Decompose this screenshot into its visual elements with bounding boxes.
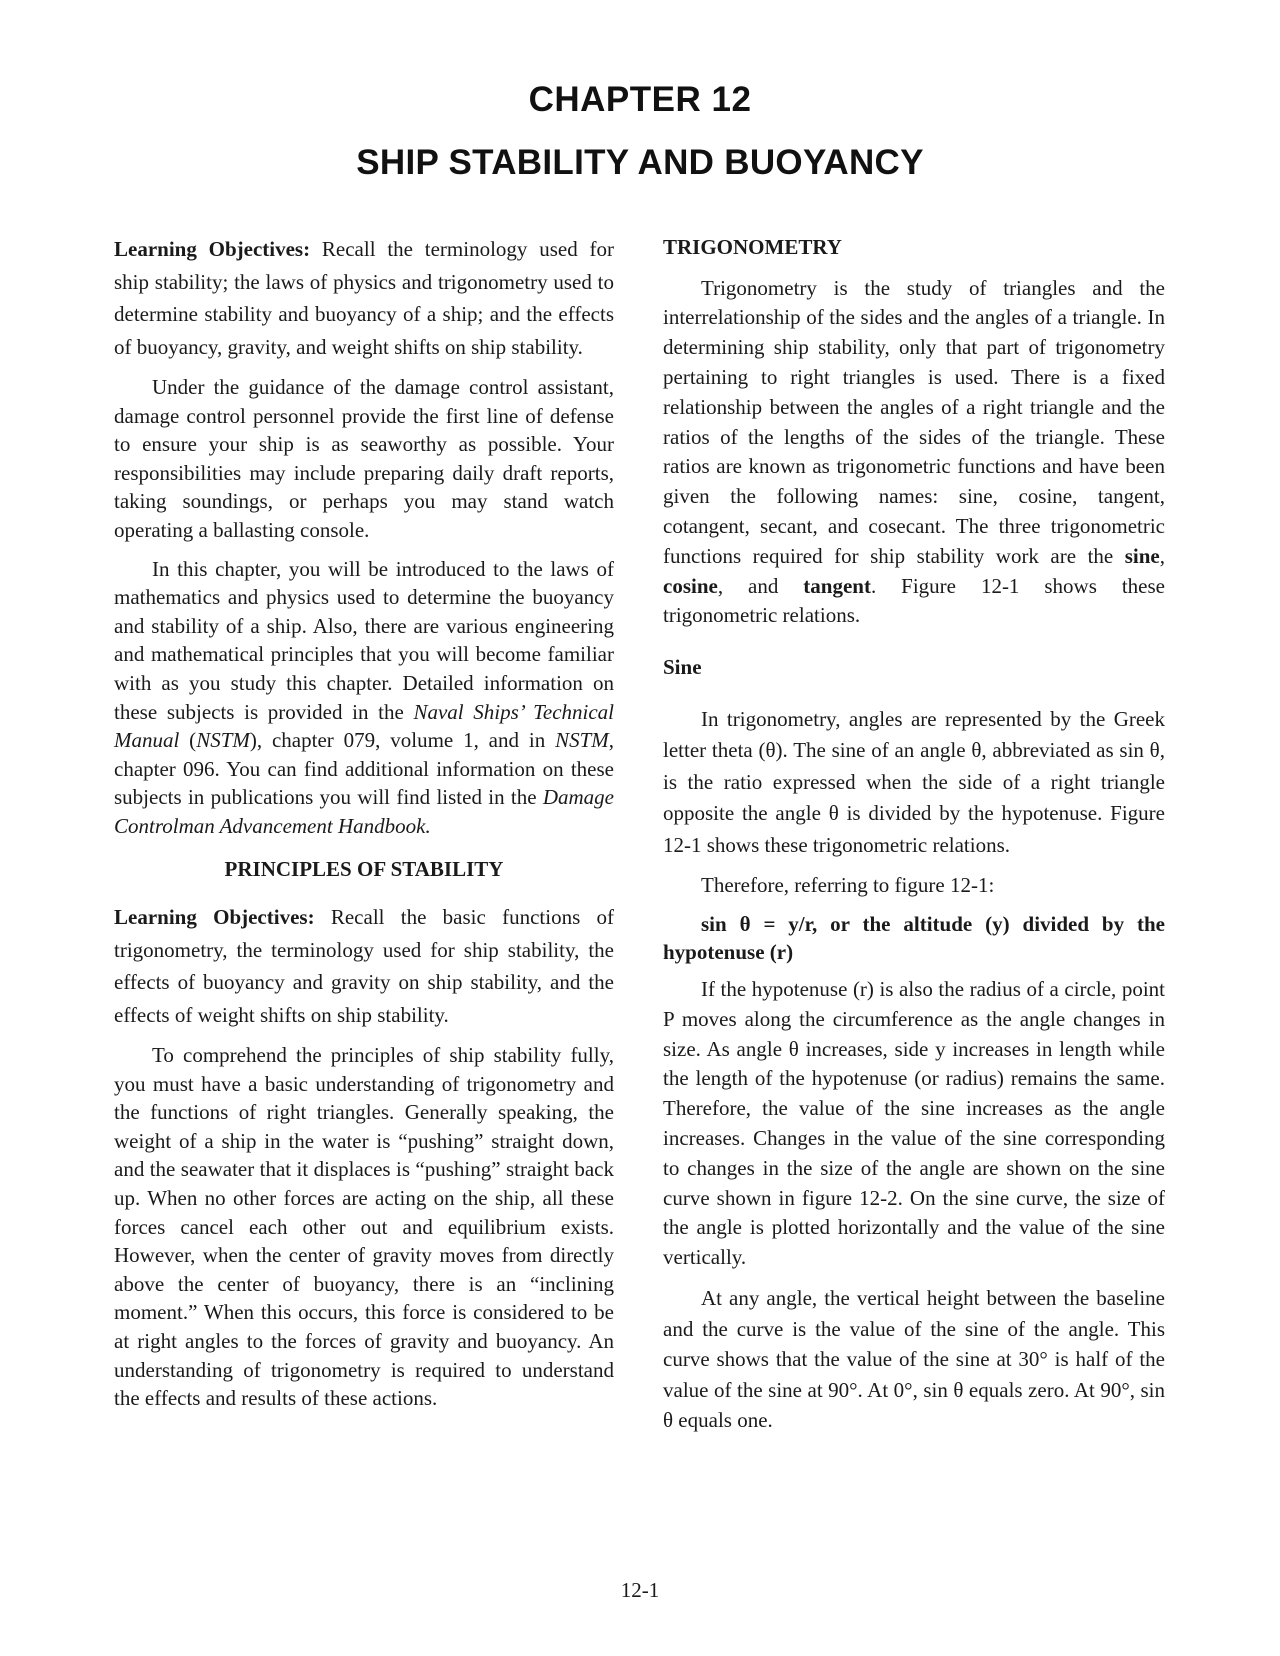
objectives-text: Recall the terminology used for ship stability; the laws of physics and trigonometry used to determine stability and buoyancy of a ship; and the effects of buoyancy, gravity, and weight shifts on ship stability. xyxy=(114,237,614,359)
chapter-title: SHIP STABILITY AND BUOYANCY xyxy=(356,143,924,182)
sine-curve-paragraph: At any angle, the vertical height between the baseline and the curve is the value of the sine of the angle. This curve shows that the value of the sine at 30° is half of the value of the sine at 90°. At 0°, sin θ equals zero. At 90°, sin θ equals one. xyxy=(663,1286,1165,1432)
sine-subheading: Sine xyxy=(663,655,702,680)
term-cosine: cosine xyxy=(663,573,718,598)
term-sine: sine xyxy=(1124,543,1160,568)
text-run: ), chapter 079, volume 1, and in xyxy=(249,728,556,753)
intro-learning-objectives xyxy=(114,233,614,363)
text-run: , chapter 096. You can find additional information on these subjects in publications you will find listed in the xyxy=(114,728,614,810)
intro-paragraph-1: Under the guidance of the damage control assistant, damage control personnel provide the first line of defense to ensure your ship is as seaworthy as possible. Your responsibilities may include preparing daily draft reports, taking soundings, or perhaps you may stand watch operating a ballasting console. xyxy=(114,375,614,542)
reference-abbrev: NSTM xyxy=(196,728,250,753)
objectives-label: Learning Objectives: xyxy=(114,237,311,261)
figure-reference-paragraph: Therefore, referring to figure 12-1: xyxy=(701,873,995,898)
objectives-text: Recall the basic functions of trigonometry, the terminology used for ship stability, the effects of buoyancy and gravity on ship stability, and the effects of weight shifts on ship stability. xyxy=(114,905,614,1027)
sine-formula: sin θ = y/r, or the altitude (y) divided by the hypotenuse (r) xyxy=(663,911,1165,965)
objectives-label: Learning Objectives: xyxy=(114,905,315,930)
text-run: In this chapter, you will be introduced to the laws of mathematics and physics used to determine the buoyancy and stability of a ship. Also, there are various engineering and mathematical principles that you will become familiar with as you study this chapter. Detailed information on these subjects is provided in the xyxy=(114,556,614,724)
left-column xyxy=(114,233,614,1423)
hypotenuse-paragraph: If the hypotenuse (r) is also the radius of a circle, point P moves along the circumference as the angle changes in size. As angle θ increases, side y increases in length while the length of the hypotenuse (or radius) remains the same. Therefore, the value of the sine increases as the angle increases. Changes in the value of the sine corresponding to changes in the size of the angle are shown on the sine curve shown in figure 12-2. On the sine curve, the size of the angle is plotted horizontally and the value of the sine vertically. xyxy=(663,977,1165,1270)
term-tangent: tangent xyxy=(803,573,871,598)
text-run: , and xyxy=(717,573,804,598)
page-number: 12-1 xyxy=(620,1578,660,1602)
stability-paragraph: To comprehend the principles of ship stability fully, you must have a basic understanding of trigonometry and the functions of right triangles. Generally speaking, the weight of a ship in the water is “pushing” straight down, and the seawater that it displaces is “pushing” straight back up. When no other forces are acting on the ship, all these forces cancel each other out and equilibrium exists. However, when the center of gravity moves from directly above the center of buoyancy, there is an “inclining moment.” When this occurs, this force is considered to be at right angles to the forces of gravity and buoyancy. An understanding of trigonometry is required to understand the effects and results of these actions. xyxy=(114,1043,614,1411)
reference-title: Naval Ships’ Technical Manual xyxy=(114,699,615,753)
text-run: Trigonometry is the study of triangles and the interrelationship of the sides and the angles of a triangle. In determining ship stability, only that part of trigonometry pertaining to right triangles is used. There is a fixed relationship between the angles of a right triangle and the ratios of the lengths of the sides of the triangle. These ratios are known as trigonometric functions and have been given the following names: sine, cosine, tangent, cotangent, secant, and cosecant. The three trigonometric functions required for ship stability work are the xyxy=(663,275,1165,568)
trigonometry-heading: TRIGONOMETRY xyxy=(663,235,842,259)
trigonometry-paragraph xyxy=(663,274,1165,632)
intro-paragraph-2 xyxy=(114,555,614,841)
chapter-number: CHAPTER 12 xyxy=(528,80,752,119)
sine-paragraph: In trigonometry, angles are represented by the Greek letter theta (θ). The sine of an angle θ, abbreviated as sin θ, is the ratio expressed when the side of a right triangle opposite the angle θ is divided by the hypotenuse. Figure 12-1 shows these trigonometric relations. xyxy=(663,706,1165,857)
text-run: ( xyxy=(179,728,197,753)
text-run: , xyxy=(1159,543,1165,568)
reference-title: Damage Controlman Advancement Handbook. xyxy=(114,785,614,838)
text-run: . Figure 12-1 shows these trigonometric relations. xyxy=(663,573,1165,628)
section-heading: PRINCIPLES OF STABILITY xyxy=(224,856,504,881)
section-learning-objectives xyxy=(114,901,614,1031)
reference-abbrev: NSTM xyxy=(555,728,609,753)
right-column xyxy=(663,233,1165,1446)
